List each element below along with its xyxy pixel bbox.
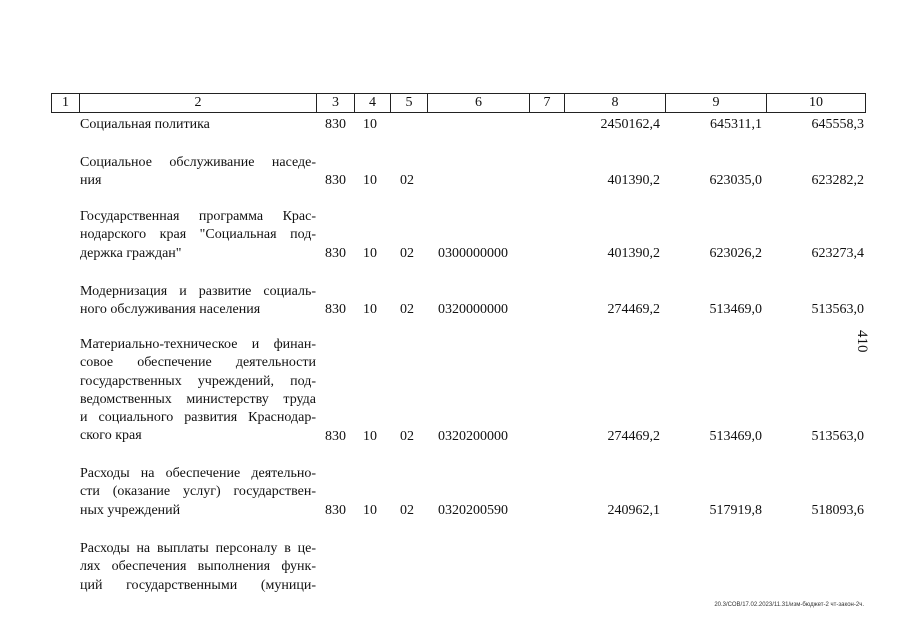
row-value-col8: 401390,2 xyxy=(607,245,660,261)
column-header-5: 5 xyxy=(391,94,428,113)
column-header-4: 4 xyxy=(355,94,391,113)
row-value-col9: 623026,2 xyxy=(709,245,762,261)
row-value-col8: 2450162,4 xyxy=(600,117,660,132)
column-header-1: 1 xyxy=(52,94,80,113)
document-footer-code: 20.3/СОВ/17.02.2023/11.31/изм-бюджет-2 чт-закон-2ч. xyxy=(714,602,864,608)
column-header-9: 9 xyxy=(666,94,767,113)
column-header-10: 10 xyxy=(767,94,866,113)
column-header-8: 8 xyxy=(565,94,666,113)
row-name-line: Социальная политика xyxy=(80,117,210,132)
row-name-line: и социального развития Краснодар- xyxy=(80,410,316,426)
row-value-col3: 830 xyxy=(325,117,346,132)
row-name-line: сти (оказание услуг) государствен- xyxy=(80,484,316,500)
row-value-col6: 0320000000 xyxy=(438,302,508,318)
row-name-line: ского края xyxy=(80,428,142,444)
row-name xyxy=(80,540,316,595)
row-value-col9: 623035,0 xyxy=(709,173,762,189)
row-value-col4: 10 xyxy=(363,302,377,318)
row-value-col3: 830 xyxy=(325,245,346,261)
row-name xyxy=(80,465,316,520)
row-value-col4: 10 xyxy=(363,117,377,132)
row-name-line: государственных учреждений, под- xyxy=(80,373,316,389)
row-value-col8: 401390,2 xyxy=(607,173,660,189)
row-value-col4: 10 xyxy=(363,245,377,261)
row-value-col10: 513563,0 xyxy=(811,302,864,318)
row-name-line: ций государственными (муници- xyxy=(80,577,316,593)
row-value-col6: 0320200590 xyxy=(438,502,508,518)
row-value-col9: 645311,1 xyxy=(710,117,762,132)
row-value-col3: 830 xyxy=(325,502,346,518)
row-value-col10: 645558,3 xyxy=(811,117,864,132)
row-value-col6: 0320200000 xyxy=(438,428,508,444)
row-name-line: Расходы на выплаты персоналу в це- xyxy=(80,541,316,556)
row-name xyxy=(80,116,316,134)
row-value-col10: 623282,2 xyxy=(811,173,864,189)
row-name-line: ного обслуживания населения xyxy=(80,302,261,318)
row-value-col6: 0300000000 xyxy=(438,245,508,261)
row-value-col10: 513563,0 xyxy=(811,428,864,444)
row-value-col5: 02 xyxy=(400,245,414,261)
row-value-col5: 02 xyxy=(400,302,414,318)
row-value-col4: 10 xyxy=(363,428,377,444)
page-number: 410 xyxy=(854,330,870,353)
row-value-col4: 10 xyxy=(363,173,377,189)
row-name-line: совое обеспечение деятельности xyxy=(80,355,316,371)
row-name-line: ных учреждений xyxy=(80,502,181,518)
column-header-row xyxy=(52,94,866,113)
column-header-7: 7 xyxy=(530,94,565,113)
row-name-line: Материально-техническое и финан- xyxy=(80,337,316,352)
row-value-col3: 830 xyxy=(325,302,346,318)
column-header-2: 2 xyxy=(80,94,317,113)
column-header-3: 3 xyxy=(317,94,355,113)
row-value-col8: 274469,2 xyxy=(607,428,660,444)
row-value-col8: 274469,2 xyxy=(607,302,660,318)
row-value-col9: 513469,0 xyxy=(709,302,762,318)
row-name-line: Социальное обслуживание наседе- xyxy=(80,155,316,170)
row-value-col10: 518093,6 xyxy=(811,502,864,518)
row-name-line: лях обеспечения выполнения функ- xyxy=(80,559,316,575)
row-value-col3: 830 xyxy=(325,428,346,444)
row-value-col9: 513469,0 xyxy=(709,428,762,444)
row-name-line: ния xyxy=(80,173,102,189)
row-name-line: Модернизация и развитие социаль- xyxy=(80,284,316,299)
row-name xyxy=(80,283,316,320)
row-value-col3: 830 xyxy=(325,173,346,189)
row-name-line: Расходы на обеспечение деятельно- xyxy=(80,466,316,481)
row-value-col5: 02 xyxy=(400,173,414,189)
row-name xyxy=(80,208,316,263)
column-header-6: 6 xyxy=(428,94,530,113)
column-header-table xyxy=(51,93,866,113)
row-name xyxy=(80,336,316,446)
row-name-line: нодарского края "Социальная под- xyxy=(80,227,316,243)
row-name xyxy=(80,154,316,191)
row-value-col9: 517919,8 xyxy=(709,502,762,518)
row-name-line: ведомственных министерству труда xyxy=(80,391,316,407)
row-value-col10: 623273,4 xyxy=(811,245,864,261)
row-value-col8: 240962,1 xyxy=(607,502,660,518)
row-name-line: держка граждан" xyxy=(80,245,182,261)
row-value-col5: 02 xyxy=(400,502,414,518)
row-value-col4: 10 xyxy=(363,502,377,518)
row-name-line: Государственная программа Крас- xyxy=(80,209,316,224)
row-value-col5: 02 xyxy=(400,428,414,444)
